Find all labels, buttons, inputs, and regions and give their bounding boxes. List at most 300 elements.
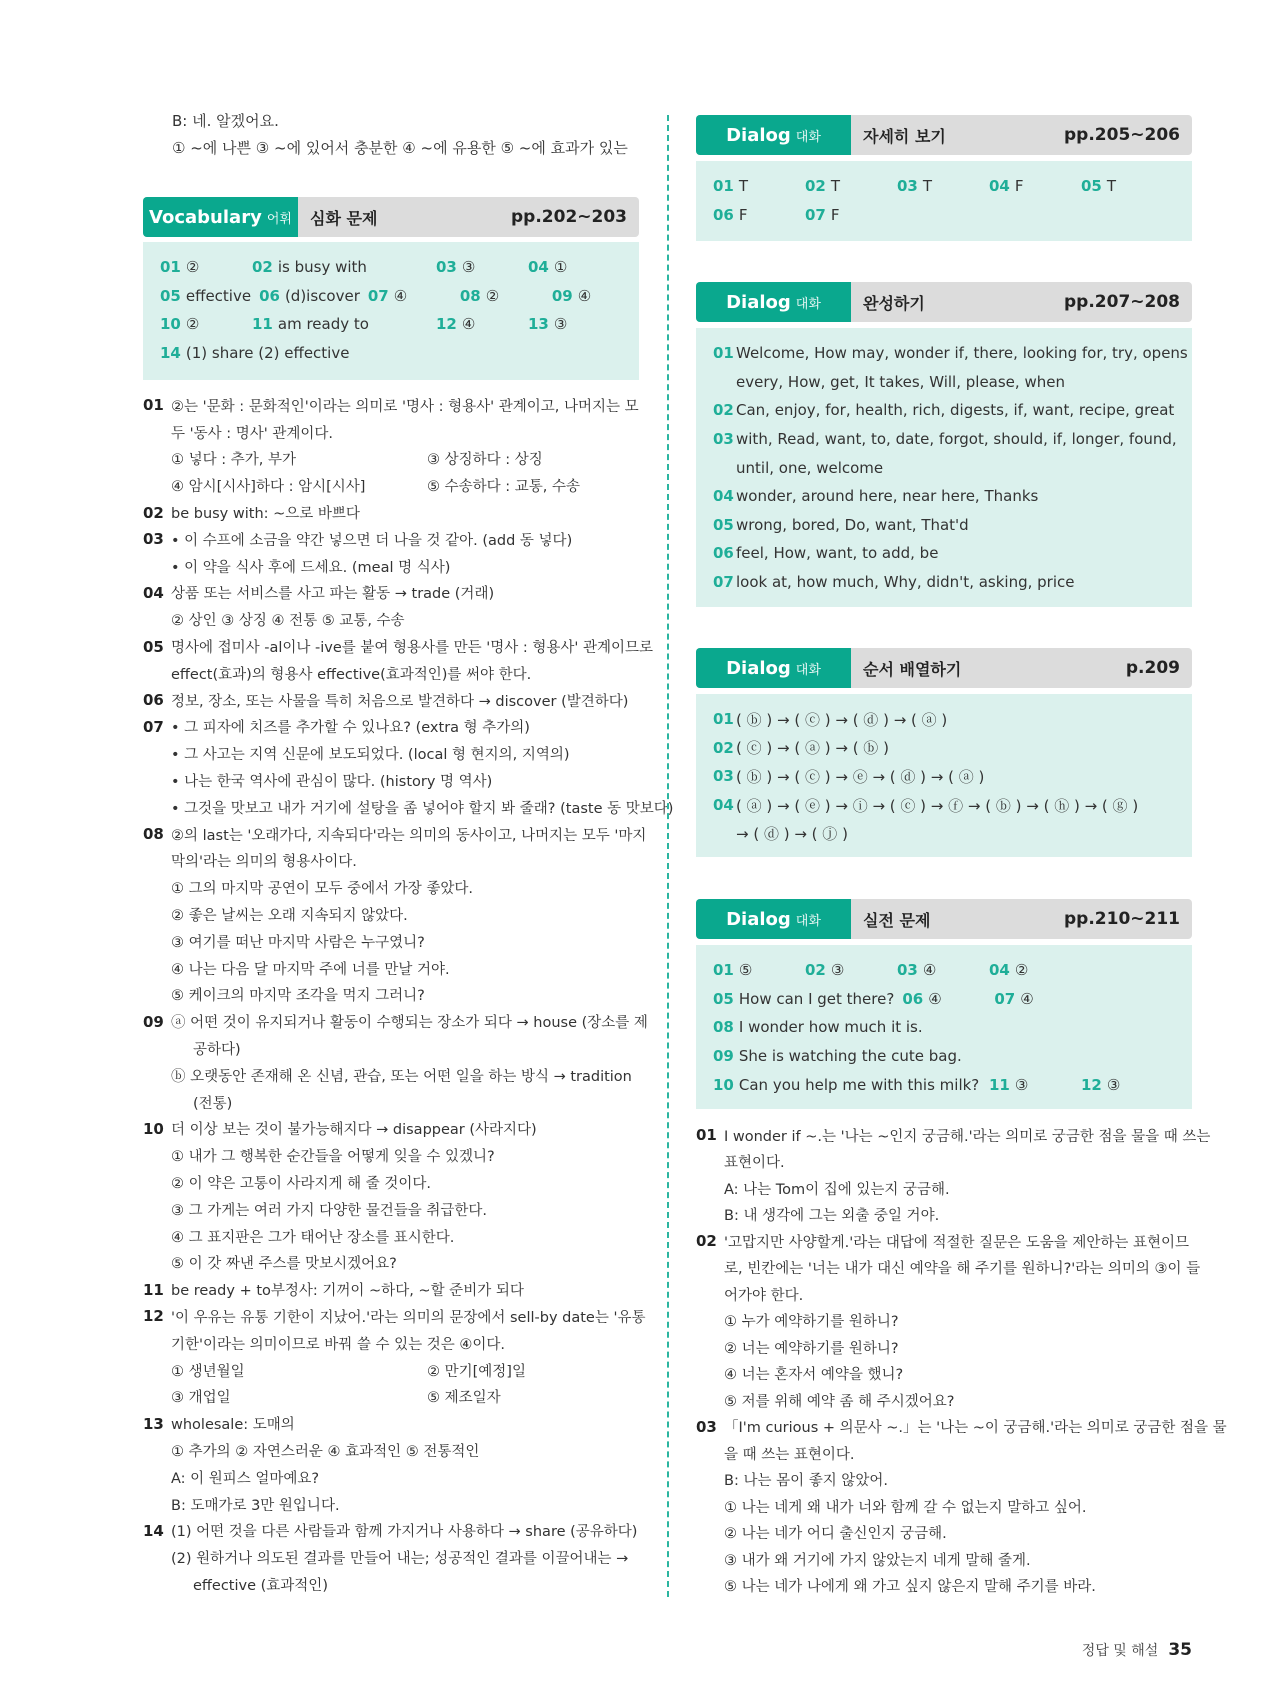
explanation-text: '이 우유는 유통 기한이 지났어.'라는 의미의 문장에서 sell-by date는 '유통 — [171, 1309, 646, 1326]
carryover-line: B: 네. 알겠어요. — [172, 112, 279, 130]
section-pages: pp.207~208 — [1063, 292, 1180, 312]
explanation-text: ③ 그 가게는 여러 가지 다양한 물건들을 취급한다. — [171, 1202, 488, 1219]
explanation-line — [143, 1089, 643, 1116]
answer-number: 04 — [989, 177, 1010, 196]
explanation-option: ⑤ 제조일자 — [427, 1390, 501, 1407]
explanation-text: • 이 약을 식사 후에 드세요. (meal 명 식사) — [171, 559, 451, 576]
answer-cell — [989, 961, 1081, 979]
answer-number: 09 — [551, 286, 573, 305]
explanation-number: 03 — [143, 530, 164, 549]
answer-line — [713, 791, 1192, 820]
explanation-line — [696, 1228, 1196, 1255]
answer-number: 04 — [528, 258, 549, 277]
explanation-line — [143, 1410, 643, 1437]
explanation-text: B: 나는 몸이 좋지 않았어. — [724, 1473, 888, 1490]
answer-cell — [436, 258, 528, 276]
section-tag — [696, 648, 851, 688]
explanation-line — [696, 1255, 1201, 1282]
explanation-text: • 그 피자에 치즈를 추가할 수 있나요? (extra 형 추가의) — [171, 720, 530, 737]
explanation-line — [143, 419, 643, 446]
answer-number: 03 — [897, 961, 918, 980]
dialog-section-header — [696, 899, 1192, 939]
answer-number: 06 — [259, 286, 280, 305]
answer-text: ( ⓑ ) → ( ⓒ ) → ⓔ → ( ⓓ ) → ( ⓐ ) — [736, 767, 985, 786]
answer-number: 01 — [713, 710, 734, 729]
tag-label-ko: 대화 — [795, 296, 821, 312]
explanation-number: 12 — [143, 1307, 164, 1326]
explanation-text: A: 나는 Tom이 집에 있는지 궁금해. — [724, 1181, 950, 1198]
answer-number: 12 — [436, 315, 457, 334]
explanation-line — [143, 794, 674, 821]
explanation-line — [143, 606, 643, 633]
answer-text: ( ⓒ ) → ( ⓐ ) → ( ⓑ ) — [736, 739, 889, 758]
answer-number: 01 — [160, 258, 181, 277]
answer-text: feel, How, want, to add, be — [736, 544, 939, 563]
answer-line — [713, 819, 1192, 848]
answer-text: F — [1014, 177, 1024, 196]
answer-line — [713, 453, 1192, 482]
section-title: 완성하기 — [863, 293, 925, 313]
answer-text: ① — [553, 258, 568, 277]
answer-text: → ( ⓓ ) → ( ⓙ ) — [736, 825, 848, 844]
answer-line — [713, 368, 1192, 397]
explanation-line — [696, 1334, 1196, 1361]
answer-row — [160, 253, 639, 282]
explanation-number: 02 — [696, 1232, 717, 1251]
explanation-text: ① 누가 예약하기를 원하니? — [724, 1314, 899, 1331]
explanation-text: 상품 또는 서비스를 사고 파는 활동 → trade (거래) — [171, 586, 495, 603]
answer-text: T — [830, 177, 841, 196]
answer-number: 10 — [713, 1075, 734, 1094]
dialog-section-header — [696, 648, 1192, 688]
explanation-line — [143, 553, 643, 580]
explanation-line — [143, 1169, 643, 1196]
explanation-number: 01 — [696, 1126, 717, 1145]
answer-text: ( ⓑ ) → ( ⓒ ) → ( ⓓ ) → ( ⓐ ) — [736, 710, 948, 729]
answer-cell — [897, 961, 989, 979]
section-title: 자세히 보기 — [863, 126, 946, 146]
answer-text: She is watching the cute bag. — [738, 1047, 962, 1066]
explanation-line — [143, 848, 643, 875]
explanation-line — [696, 1175, 1196, 1202]
answer-text: ④ — [928, 989, 942, 1008]
vocab-answer-box — [143, 242, 639, 380]
answer-text: ( ⓐ ) → ( ⓔ ) → ⓘ → ( ⓒ ) → ⓕ → ( ⓑ ) → ( ⓗ ) → ( ⓖ ) — [736, 796, 1139, 815]
answer-cell — [902, 990, 994, 1008]
answer-text: with, Read, want, to, date, forgot, should, if, longer, found, — [736, 430, 1177, 449]
answer-row — [160, 310, 639, 339]
explanation-text: ⑤ 케이크의 마지막 조각을 먹지 그러니? — [171, 988, 425, 1005]
right-explanations — [696, 1122, 1227, 1599]
explanation-text: 명사에 접미사 -al이나 -ive를 붙여 형용사를 만든 '명사 : 형용사' 관계이므로 — [171, 640, 654, 657]
answer-text: ④ — [577, 286, 592, 305]
explanation-option: ④ 암시[시사]하다 : 암시[시사] — [171, 479, 366, 496]
answer-number: 14 — [160, 344, 181, 363]
answer-number: 11 — [252, 315, 273, 334]
explanation-text: 기한'이라는 의미이므로 바꿔 쓸 수 있는 것은 ④이다. — [171, 1336, 505, 1353]
answer-row — [713, 201, 1192, 230]
explanation-line — [143, 499, 643, 526]
tag-label: Dialog — [726, 124, 791, 146]
tag-label: Dialog — [726, 657, 791, 679]
explanation-text: ① 그의 마지막 공연이 모두 중에서 가장 좋았다. — [171, 881, 473, 898]
explanation-line — [143, 1330, 643, 1357]
explanation-text: B: 도매가로 3만 원입니다. — [171, 1497, 340, 1514]
answer-cell — [528, 258, 620, 276]
answer-text: ④ — [393, 286, 408, 305]
explanation-text: ① 추가의 ② 자연스러운 ④ 효과적인 ⑤ 전통적인 — [171, 1443, 480, 1460]
answer-line — [713, 568, 1192, 597]
answer-line — [713, 339, 1192, 368]
explanation-text: ① 내가 그 행복한 순간들을 어떻게 잊을 수 있겠니? — [171, 1149, 495, 1166]
explanation-text: ②는 '문화 : 문화적인'이라는 의미로 '명사 : 형용사' 관계이고, 나머지는 모 — [171, 398, 639, 415]
explanation-text: 더 이상 보는 것이 불가능해지다 → disappear (사라지다) — [171, 1122, 537, 1139]
explanation-option: ① 넣다 : 추가, 부가 — [171, 452, 296, 469]
explanation-text: 표현이다. — [724, 1155, 785, 1172]
footer-label: 정답 및 해설 — [1081, 1643, 1159, 1659]
dialog-answer-box — [696, 328, 1192, 607]
explanation-line — [143, 714, 643, 741]
explanation-number: 11 — [143, 1280, 164, 1299]
explanation-number: 03 — [696, 1417, 717, 1436]
explanation-number: 10 — [143, 1119, 164, 1138]
explanation-text: 공하다) — [193, 1042, 241, 1059]
section-tag — [696, 899, 851, 939]
tag-label-ko: 대화 — [795, 662, 821, 678]
answer-number: 09 — [713, 1047, 734, 1066]
page-footer — [1082, 1640, 1192, 1660]
answer-number: 02 — [713, 738, 734, 757]
explanation-text: ② 나는 네가 어디 출신인지 궁금해. — [724, 1526, 947, 1543]
answer-row — [713, 172, 1192, 201]
answer-line — [713, 425, 1192, 454]
answer-number: 07 — [805, 205, 826, 224]
answer-line — [713, 762, 1192, 791]
section-pages: pp.202~203 — [510, 207, 627, 227]
explanation-line — [143, 821, 647, 848]
explanation-line — [696, 1202, 1196, 1229]
answer-number: 07 — [367, 286, 389, 305]
explanation-option: ⑤ 수송하다 : 교통, 수송 — [427, 479, 580, 496]
answer-cell — [460, 287, 552, 305]
answer-text: effective — [185, 286, 252, 305]
answer-number: 03 — [436, 258, 457, 277]
explanation-text: ⓑ 오랫동안 존재해 온 신념, 관습, 또는 어떤 일을 하는 방식 → tradition — [171, 1068, 632, 1085]
explanation-number: 07 — [143, 717, 164, 736]
explanation-text: ②의 last는 '오래가다, 지속되다'라는 의미의 동사이고, 나머지는 모두 '마지 — [171, 827, 647, 844]
answer-text: F — [738, 205, 748, 224]
answer-number: 05 — [1081, 177, 1102, 196]
answer-cell — [252, 315, 436, 333]
carryover-line: ① ~에 나쁜 ③ ~에 있어서 충분한 ④ ~에 유용한 ⑤ ~에 효과가 있는 — [172, 138, 628, 157]
tag-label: Dialog — [726, 291, 791, 313]
answer-row — [160, 282, 639, 311]
tag-label-ko: 어휘 — [266, 211, 292, 227]
answer-number: 12 — [1081, 1075, 1102, 1094]
explanation-text: ③ 내가 왜 거기에 가지 않았는지 네게 말해 줄게. — [724, 1552, 1031, 1569]
explanation-text: (1) 어떤 것을 다른 사람들과 함께 가지거나 사용하다 → share (공유하다) — [171, 1524, 638, 1541]
answer-number: 03 — [897, 177, 918, 196]
answer-number: 08 — [459, 286, 481, 305]
explanation-text: • 그것을 맛보고 내가 거기에 설탕을 좀 넣어야 할지 봐 줄래? (taste 동 맛보다) — [171, 800, 674, 817]
explanation-text: effective (효과적인) — [193, 1577, 328, 1594]
answer-text: T — [738, 177, 749, 196]
explanation-number: 01 — [143, 396, 164, 415]
answer-number: 05 — [713, 515, 734, 534]
tag-label-ko: 대화 — [795, 129, 821, 145]
answer-number: 02 — [252, 258, 273, 277]
answer-text: wonder, around here, near here, Thanks — [736, 487, 1039, 506]
explanation-line — [696, 1440, 1196, 1467]
answer-text: look at, how much, Why, didn't, asking, price — [736, 573, 1075, 592]
answer-text: ③ — [830, 961, 845, 980]
explanation-line — [143, 874, 643, 901]
answer-line — [713, 511, 1192, 540]
answer-line — [713, 396, 1192, 425]
answer-text: ④ — [922, 961, 937, 980]
explanation-text: ⑤ 나는 네가 나에게 왜 가고 싶지 않은지 말해 주기를 바라. — [724, 1579, 1096, 1596]
explanation-number: 04 — [143, 583, 164, 602]
explanation-line — [143, 740, 643, 767]
explanation-line — [143, 1464, 643, 1491]
explanation-line — [143, 1035, 643, 1062]
explanation-option: ① 생년월일 — [171, 1363, 245, 1380]
explanation-text: ⓐ 어떤 것이 유지되거나 활동이 수행되는 장소가 되다 → house (장소를 제 — [171, 1015, 648, 1032]
answer-number: 03 — [713, 767, 734, 786]
answer-text: I wonder how much it is. — [738, 1018, 923, 1037]
section-title: 심화 문제 — [310, 208, 378, 228]
explanation-line — [143, 660, 643, 687]
explanation-text: 「I'm curious + 의문사 ~.」는 '나는 ~이 궁금해.'라는 의미로 궁금한 점을 물 — [724, 1420, 1227, 1437]
explanation-line — [143, 901, 643, 928]
explanation-text: effect(효과)의 형용사 effective(효과적인)를 써야 한다. — [171, 666, 532, 683]
answer-cell — [897, 177, 989, 195]
answer-row — [160, 339, 639, 368]
carryover-text — [172, 108, 628, 161]
answer-text: Welcome, How may, wonder if, there, looking for, try, opens — [736, 344, 1188, 363]
explanation-line — [143, 1303, 646, 1330]
answer-number: 01 — [713, 177, 734, 196]
left-explanations — [143, 392, 674, 1598]
answer-row — [713, 985, 1192, 1014]
answer-text: ② — [1014, 961, 1029, 980]
answer-text: is busy with — [277, 258, 367, 277]
explanation-line — [143, 928, 643, 955]
answer-cell — [160, 287, 259, 305]
explanation-text: ② 상인 ③ 상징 ④ 전통 ⑤ 교통, 수송 — [171, 613, 405, 630]
answer-cell — [368, 287, 460, 305]
section-tag — [696, 282, 851, 322]
explanation-line — [143, 1116, 643, 1143]
explanation-text: ⑤ 이 갓 짜낸 주스를 맛보시겠어요? — [171, 1256, 397, 1273]
explanation-line — [696, 1281, 1196, 1308]
answer-cell — [160, 258, 252, 276]
explanation-text: ② 좋은 날씨는 오래 지속되지 않았다. — [171, 908, 408, 925]
explanation-line — [143, 633, 654, 660]
explanation-line — [143, 1250, 643, 1277]
explanation-text: B: 내 생각에 그는 외출 중일 거야. — [724, 1208, 940, 1225]
answer-cell — [805, 177, 897, 195]
answer-text: every, How, get, It takes, Will, please, when — [736, 372, 1065, 391]
answer-cell — [552, 287, 644, 305]
explanation-number: 09 — [143, 1012, 164, 1031]
explanation-number: 08 — [143, 825, 164, 844]
dialog-section-header — [696, 282, 1192, 322]
answer-row — [713, 1042, 1192, 1071]
answer-number: 02 — [805, 177, 826, 196]
explanation-line — [143, 955, 643, 982]
explanation-line — [143, 1276, 643, 1303]
answer-cell — [1081, 177, 1173, 195]
answer-text: Can you help me with this milk? — [738, 1075, 980, 1094]
explanation-line — [696, 1414, 1227, 1441]
answer-number: 04 — [989, 961, 1010, 980]
explanation-option: ③ 상징하다 : 상징 — [427, 452, 543, 469]
explanation-text: ① 나는 네게 왜 내가 너와 함께 갈 수 없는지 말하고 싶어. — [724, 1499, 1087, 1516]
explanation-line — [143, 1544, 643, 1571]
answer-number: 02 — [713, 401, 734, 420]
section-title: 실전 문제 — [863, 910, 931, 930]
section-pages: pp.205~206 — [1063, 125, 1180, 145]
answer-text: ④ — [1020, 989, 1034, 1008]
answer-cell — [160, 315, 252, 333]
section-title: 순서 배열하기 — [863, 659, 962, 679]
answer-text: T — [922, 177, 933, 196]
answer-text: ③ — [1106, 1075, 1121, 1094]
answer-number: 05 — [713, 989, 734, 1008]
explanation-text: 정보, 장소, 또는 사물을 특히 처음으로 발견하다 → discover (발견하다) — [171, 693, 629, 710]
explanation-number: 02 — [143, 503, 164, 522]
answer-cell — [713, 990, 902, 1008]
explanation-line — [143, 1357, 643, 1384]
answer-line — [713, 734, 1192, 763]
answer-text: until, one, welcome — [736, 458, 884, 477]
explanation-text: ④ 너는 혼자서 예약을 했니? — [724, 1367, 904, 1384]
answer-text: am ready to — [277, 315, 369, 334]
tag-label-ko: 대화 — [795, 913, 821, 929]
explanation-text: • 이 수프에 소금을 약간 넣으면 더 나을 것 같아. (add 동 넣다) — [171, 532, 573, 549]
answer-cell — [160, 344, 357, 362]
explanation-line — [696, 1387, 1196, 1414]
section-pages: p.209 — [1125, 658, 1180, 678]
explanation-text: ④ 그 표지판은 그가 태어난 장소를 표시한다. — [171, 1229, 455, 1246]
dialog-answer-box — [696, 694, 1192, 857]
answer-text: F — [830, 205, 840, 224]
dialog-section-header — [696, 115, 1192, 155]
tag-label: Vocabulary — [149, 206, 262, 228]
answer-row — [713, 956, 1192, 985]
explanation-line — [143, 1383, 643, 1410]
explanation-line — [696, 1573, 1196, 1600]
explanation-number: 06 — [143, 691, 164, 710]
answer-number: 10 — [160, 315, 181, 334]
explanation-line — [143, 1062, 643, 1089]
explanation-number: 05 — [143, 637, 164, 656]
explanation-line — [143, 1437, 643, 1464]
explanation-line — [143, 687, 643, 714]
explanation-line — [143, 526, 643, 553]
answer-cell — [713, 1076, 989, 1094]
explanation-line — [143, 1223, 643, 1250]
explanation-option: ③ 개업일 — [171, 1390, 231, 1407]
answer-number: 08 — [713, 1018, 734, 1037]
answer-number: 01 — [713, 961, 734, 980]
explanation-line — [696, 1149, 1196, 1176]
explanation-text: 막의'라는 의미의 형용사이다. — [171, 854, 357, 871]
explanation-line — [696, 1122, 1211, 1149]
answer-number: 06 — [902, 989, 924, 1008]
page-number: 35 — [1168, 1640, 1192, 1660]
answer-cell — [989, 1076, 1081, 1094]
explanation-text: be ready + to부정사: 기꺼이 ~하다, ~할 준비가 되다 — [171, 1283, 524, 1300]
answer-text: (d)iscover — [284, 286, 360, 305]
explanation-text: ② 너는 예약하기를 원하니? — [724, 1340, 899, 1357]
explanation-line — [143, 392, 643, 419]
explanation-text: 을 때 쓰는 표현이다. — [724, 1446, 855, 1463]
answer-cell — [805, 961, 897, 979]
answer-cell — [252, 258, 436, 276]
explanation-number: 13 — [143, 1414, 164, 1433]
answer-cell — [713, 1018, 931, 1036]
answer-cell — [989, 177, 1081, 195]
dialog-answer-box — [696, 161, 1192, 241]
answer-line — [713, 539, 1192, 568]
explanation-text: • 나는 한국 역사에 관심이 많다. (history 명 역사) — [171, 774, 493, 791]
answer-text: ③ — [1014, 1075, 1029, 1094]
explanation-text: ② 이 약은 고통이 사라지게 해 줄 것이다. — [171, 1176, 431, 1192]
explanation-text: I wonder if ~.는 '나는 ~인지 궁금해.'라는 의미로 궁금한 점을 물을 때 쓰는 — [724, 1128, 1211, 1145]
answer-cell — [994, 990, 1086, 1008]
explanation-text: ⑤ 저를 위해 예약 좀 해 주시겠어요? — [724, 1393, 955, 1410]
answer-cell — [713, 961, 805, 979]
explanation-line — [143, 767, 643, 794]
explanation-line — [696, 1546, 1196, 1573]
explanation-option: ② 만기[예정]일 — [427, 1363, 526, 1380]
explanation-line — [143, 1142, 643, 1169]
explanation-line — [696, 1467, 1196, 1494]
answer-number: 04 — [713, 487, 734, 506]
answer-number: 03 — [713, 430, 734, 449]
answer-cell — [713, 1047, 970, 1065]
answer-number: 13 — [528, 315, 549, 334]
answer-text: ② — [485, 286, 500, 305]
explanation-text: (전통) — [193, 1095, 233, 1112]
explanation-text: ③ 여기를 떠난 마지막 사람은 누구였니? — [171, 934, 425, 951]
answer-line — [713, 705, 1192, 734]
answer-text: T — [1106, 177, 1117, 196]
explanation-line — [143, 1491, 643, 1518]
answer-text: (1) share (2) effective — [185, 344, 350, 363]
answer-number: 04 — [713, 796, 734, 815]
tag-label: Dialog — [726, 908, 791, 930]
answer-number: 06 — [713, 205, 734, 224]
explanation-line — [696, 1520, 1196, 1547]
answer-text: ③ — [553, 315, 568, 334]
answer-cell — [805, 206, 897, 224]
explanation-line — [696, 1308, 1196, 1335]
column-divider — [667, 115, 669, 1597]
answer-text: ④ — [461, 315, 476, 334]
answer-row — [713, 1013, 1192, 1042]
answer-number: 01 — [713, 344, 734, 363]
explanation-line — [696, 1361, 1196, 1388]
answer-number: 07 — [994, 989, 1016, 1008]
explanation-line — [143, 982, 643, 1009]
answer-row — [713, 1070, 1192, 1099]
explanation-text: ④ 나는 다음 달 마지막 주에 너를 만날 거야. — [171, 961, 450, 978]
answer-cell — [259, 287, 368, 305]
explanation-text: 두 '동사 : 명사' 관계이다. — [171, 425, 333, 442]
